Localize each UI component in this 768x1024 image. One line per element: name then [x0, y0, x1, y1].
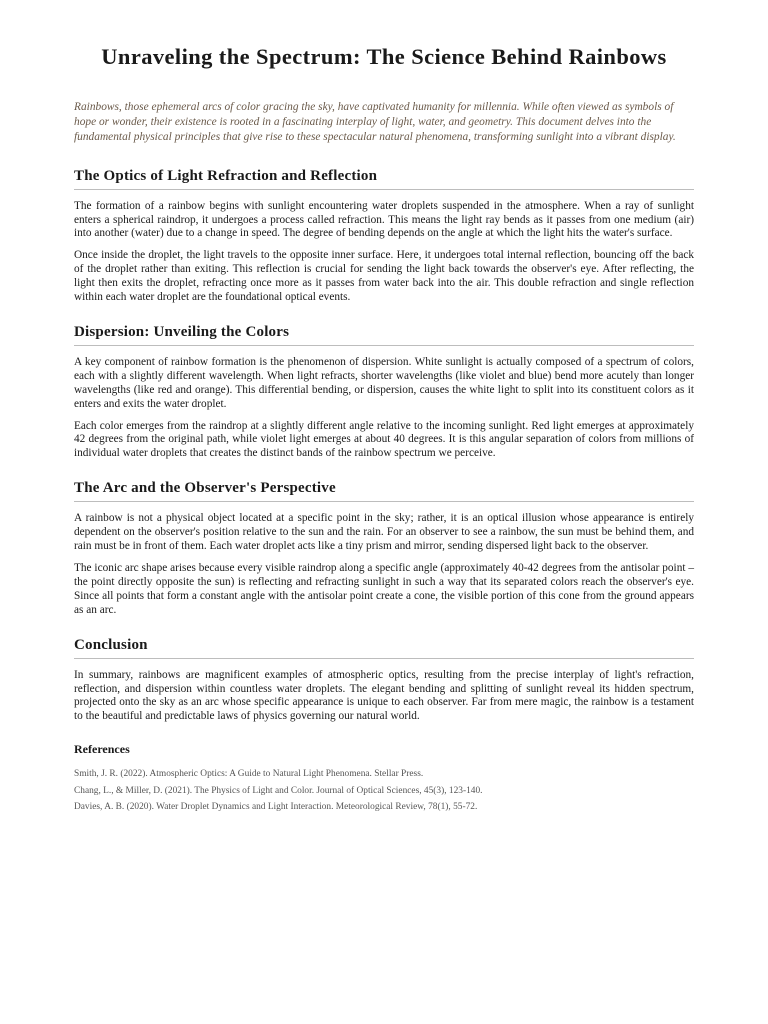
section-paragraph: Once inside the droplet, the light travels to the opposite inner surface. Here, it undergoes total internal reflection, bouncing off the back of the droplet rather than exiting. This reflection is crucial for sending the light back towards the observer's eye. After reflecting, the light then exits the droplet, refracting once more as it passes from water back into the air. This double refraction and single reflection within each water droplet are the foundational optical events.	[74, 249, 694, 304]
section-dispersion	[74, 323, 694, 461]
references-heading: References	[74, 742, 130, 757]
section-heading: Conclusion	[74, 636, 694, 659]
section-paragraph: The iconic arc shape arises because every visible raindrop along a specific angle (approximately 40-42 degrees from the antisolar point – the point directly opposite the sun) is reflecting and refracting sunlight in such a way that its separated colors reach the observer's eye. Since all points that form a constant angle with the antisolar point create a cone, the visible portion of this cone from the ground appears as an arc.	[74, 562, 694, 616]
section-arc-observer	[74, 479, 694, 617]
section-optics	[74, 167, 694, 305]
references-section	[74, 742, 694, 816]
references-list	[74, 766, 694, 816]
reference-item: Davies, A. B. (2020). Water Droplet Dynamics and Light Interaction. Meteorological Review, 78(1), 55-72.	[74, 802, 478, 813]
section-conclusion	[74, 636, 694, 725]
section-heading: Dispersion: Unveiling the Colors	[74, 323, 694, 346]
document-title: Unraveling the Spectrum: The Science Behind Rainbows	[101, 44, 667, 69]
section-paragraph: The formation of a rainbow begins with sunlight encountering water droplets suspended in the atmosphere. When a ray of sunlight enters a spherical raindrop, it undergoes a process called refraction. This means the light ray bends as it passes from one medium (air) into another (water) due to a change in speed. The degree of bending depends on the angle at which the light hits the water's surface.	[74, 199, 694, 240]
section-paragraph: Each color emerges from the raindrop at a slightly different angle relative to the incoming sunlight. Red light emerges at approximately 42 degrees from the original path, while violet light emerges at about 40 degrees. It is this angular separation of colors from millions of individual water droplets that creates the distinct bands of the rainbow spectrum we perceive.	[74, 419, 694, 460]
section-heading: The Optics of Light Refraction and Reflection	[74, 167, 694, 190]
intro-paragraph: Rainbows, those ephemeral arcs of color gracing the sky, have captivated humanity for millennia. While often viewed as symbols of hope or wonder, their existence is rooted in a fascinating interplay of light, water, and geometry. This document delves into the fundamental physical principles that give rise to these spectacular natural phenomena, transforming sunlight into a vibrant display.	[74, 101, 676, 144]
section-paragraph: A key component of rainbow formation is the phenomenon of dispersion. White sunlight is actually composed of a spectrum of colors, each with a slightly different wavelength. When light refracts, shorter wavelengths (like violet and blue) bend more acutely than longer wavelengths (like red and orange). This differential bending, or dispersion, causes the white light to split into its constituent colors as it enters and exits the water droplet.	[74, 355, 694, 410]
section-paragraph: In summary, rainbows are magnificent examples of atmospheric optics, resulting from the precise interplay of light's refraction, reflection, and dispersion within countless water droplets. The elegant bending and splitting of sunlight reveal its hidden spectrum, projected onto the sky as an arc whose specific appearance is unique to each observer. Far from mere magic, the rainbow is a testament to the beautiful and predictable laws of physics governing our natural world.	[74, 668, 694, 723]
section-paragraph: A rainbow is not a physical object located at a specific point in the sky; rather, it is an optical illusion whose appearance is entirely dependent on the observer's position relative to the sun and the rain. For an observer to see a rainbow, the sun must be behind them, and rain must be in front of them. Each water droplet acts like a tiny prism and mirror, sending dispersed light back to the observer.	[74, 512, 694, 553]
reference-item: Smith, J. R. (2022). Atmospheric Optics: A Guide to Natural Light Phenomena. Stellar Press.	[74, 769, 424, 780]
reference-item: Chang, L., & Miller, D. (2021). The Physics of Light and Color. Journal of Optical Sciences, 45(3), 123-140.	[74, 785, 483, 796]
section-heading: The Arc and the Observer's Perspective	[74, 479, 694, 502]
